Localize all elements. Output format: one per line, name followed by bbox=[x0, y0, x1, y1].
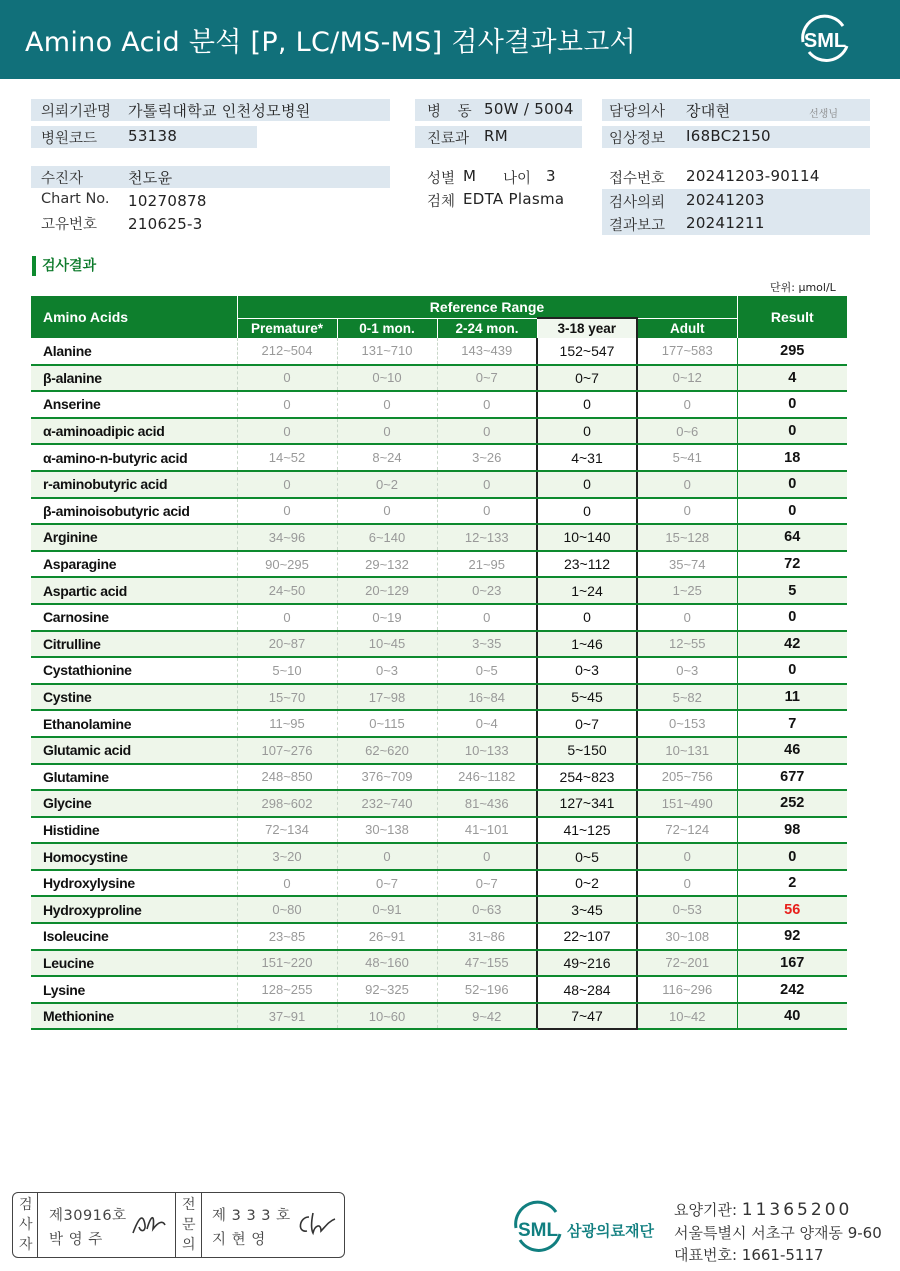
table-row bbox=[31, 950, 847, 977]
amino-acid-name: α-amino-n-butyric acid bbox=[31, 444, 237, 471]
result-value: 0 bbox=[737, 843, 847, 870]
reference-range-cell: 0~63 bbox=[437, 896, 537, 923]
col-header-amino-acids: Amino Acids bbox=[31, 296, 237, 338]
reference-range-cell: 48~284 bbox=[537, 976, 637, 1003]
reference-range-cell: 0 bbox=[237, 391, 337, 418]
table-row bbox=[31, 391, 847, 418]
receipt-label: 접수번호 bbox=[609, 171, 666, 187]
reference-range-cell: 0 bbox=[537, 498, 637, 525]
table-row bbox=[31, 684, 847, 711]
box1-char: 사 bbox=[19, 1217, 33, 1233]
reference-range-cell: 72~201 bbox=[637, 950, 737, 977]
reference-range-cell: 0~7 bbox=[437, 870, 537, 897]
reference-range-cell: 5~45 bbox=[537, 684, 637, 711]
section-title: 검사결과 bbox=[32, 256, 96, 276]
amino-acid-name: Glutamine bbox=[31, 764, 237, 791]
doctor-label: 담당의사 bbox=[609, 104, 666, 120]
reference-range-cell: 30~138 bbox=[337, 817, 437, 844]
reference-range-cell: 15~70 bbox=[237, 684, 337, 711]
amino-acid-name: Anserine bbox=[31, 391, 237, 418]
org-name: 삼광의료재단 bbox=[567, 1222, 654, 1240]
examiner-name: 박 영 주 bbox=[49, 1232, 103, 1248]
logo-text: SML bbox=[803, 30, 847, 52]
reference-range-cell: 29~132 bbox=[337, 551, 437, 578]
code-value: 53138 bbox=[128, 127, 178, 145]
box1-char: 검 bbox=[19, 1197, 33, 1213]
table-row bbox=[31, 657, 847, 684]
reference-range-cell: 23~85 bbox=[237, 923, 337, 950]
amino-acid-name: Homocystine bbox=[31, 843, 237, 870]
uid-label: 고유번호 bbox=[41, 217, 98, 233]
box2-char: 의 bbox=[182, 1237, 196, 1253]
examiner-signature bbox=[129, 1209, 169, 1239]
result-value: 677 bbox=[737, 764, 847, 791]
col-header-premature: Premature* bbox=[237, 318, 337, 338]
result-value: 5 bbox=[737, 577, 847, 604]
reference-range-cell: 0 bbox=[437, 498, 537, 525]
reference-range-cell: 16~84 bbox=[437, 684, 537, 711]
sex-label: 성별 bbox=[427, 171, 456, 187]
reference-range-cell: 21~95 bbox=[437, 551, 537, 578]
result-value: 11 bbox=[737, 684, 847, 711]
specialist-name: 지 현 영 bbox=[212, 1232, 266, 1248]
reference-range-cell: 9~42 bbox=[437, 1003, 537, 1030]
reference-range-cell: 0 bbox=[337, 498, 437, 525]
examiner-license: 제30916호 bbox=[49, 1208, 127, 1224]
reference-range-cell: 152~547 bbox=[537, 338, 637, 365]
reference-range-cell: 376~709 bbox=[337, 764, 437, 791]
org-address: 서울특별시 서초구 양재동 9-60 bbox=[674, 1224, 882, 1242]
amino-acid-name: β-aminoisobutyric acid bbox=[31, 498, 237, 525]
reference-range-cell: 1~24 bbox=[537, 577, 637, 604]
reference-range-cell: 0 bbox=[237, 870, 337, 897]
result-value: 46 bbox=[737, 737, 847, 764]
reference-range-cell: 143~439 bbox=[437, 338, 537, 365]
org-phone-label: 대표번호: bbox=[674, 1246, 738, 1264]
reference-range-cell: 24~50 bbox=[237, 577, 337, 604]
reference-range-cell: 177~583 bbox=[637, 338, 737, 365]
reference-range-cell: 8~24 bbox=[337, 444, 437, 471]
org-logo-icon bbox=[510, 1200, 566, 1256]
reference-range-cell: 0 bbox=[537, 391, 637, 418]
result-value: 252 bbox=[737, 790, 847, 817]
reference-range-cell: 0 bbox=[637, 870, 737, 897]
reference-range-cell: 0~80 bbox=[237, 896, 337, 923]
reference-range-cell: 0 bbox=[437, 471, 537, 498]
amino-acid-name: Glutamic acid bbox=[31, 737, 237, 764]
reference-range-cell: 0 bbox=[237, 418, 337, 445]
reference-range-cell: 5~150 bbox=[537, 737, 637, 764]
result-value: 242 bbox=[737, 976, 847, 1003]
amino-acid-name: Isoleucine bbox=[31, 923, 237, 950]
amino-acid-name: Aspartic acid bbox=[31, 577, 237, 604]
reference-range-cell: 92~325 bbox=[337, 976, 437, 1003]
clinical-value: I68BC2150 bbox=[686, 127, 771, 145]
reference-range-cell: 1~25 bbox=[637, 577, 737, 604]
amino-acid-name: r-aminobutyric acid bbox=[31, 471, 237, 498]
reference-range-cell: 72~134 bbox=[237, 817, 337, 844]
receipt-value: 20241203-90114 bbox=[686, 167, 820, 185]
reference-range-cell: 0~19 bbox=[337, 604, 437, 631]
org-code-label: 요양기관: bbox=[674, 1201, 738, 1219]
reference-range-cell: 0 bbox=[237, 498, 337, 525]
result-value: 0 bbox=[737, 498, 847, 525]
reference-range-cell: 30~108 bbox=[637, 923, 737, 950]
reference-range-cell: 23~112 bbox=[537, 551, 637, 578]
reference-range-cell: 6~140 bbox=[337, 524, 437, 551]
result-value: 0 bbox=[737, 657, 847, 684]
table-row bbox=[31, 498, 847, 525]
amino-acid-name: Cystine bbox=[31, 684, 237, 711]
table-row bbox=[31, 444, 847, 471]
result-value: 4 bbox=[737, 365, 847, 392]
reference-range-cell: 0 bbox=[337, 418, 437, 445]
reference-range-cell: 47~155 bbox=[437, 950, 537, 977]
request-value: 20241203 bbox=[686, 191, 765, 209]
reference-range-cell: 72~124 bbox=[637, 817, 737, 844]
reference-range-cell: 151~490 bbox=[637, 790, 737, 817]
signature-box bbox=[12, 1192, 345, 1258]
box2-char: 문 bbox=[182, 1217, 196, 1233]
reference-range-cell: 212~504 bbox=[237, 338, 337, 365]
reference-range-cell: 131~710 bbox=[337, 338, 437, 365]
reference-range-cell: 3~35 bbox=[437, 631, 537, 658]
sml-logo-icon bbox=[795, 12, 855, 66]
result-value: 98 bbox=[737, 817, 847, 844]
reference-range-cell: 0 bbox=[237, 604, 337, 631]
reference-range-cell: 0~7 bbox=[337, 870, 437, 897]
reference-range-cell: 52~196 bbox=[437, 976, 537, 1003]
amino-acid-name: Alanine bbox=[31, 338, 237, 365]
reference-range-cell: 1~46 bbox=[537, 631, 637, 658]
reference-range-cell: 0~5 bbox=[537, 843, 637, 870]
reference-range-cell: 0 bbox=[437, 418, 537, 445]
reference-range-cell: 0 bbox=[337, 843, 437, 870]
table-row bbox=[31, 790, 847, 817]
reference-range-cell: 0~2 bbox=[537, 870, 637, 897]
reference-range-cell: 0 bbox=[437, 604, 537, 631]
reference-range-cell: 0~5 bbox=[437, 657, 537, 684]
reference-range-cell: 49~216 bbox=[537, 950, 637, 977]
reference-range-cell: 127~341 bbox=[537, 790, 637, 817]
table-row bbox=[31, 418, 847, 445]
reference-range-cell: 232~740 bbox=[337, 790, 437, 817]
reference-range-cell: 5~10 bbox=[237, 657, 337, 684]
divider bbox=[175, 1193, 176, 1257]
ward-label: 병 동 bbox=[427, 104, 478, 120]
reference-range-cell: 81~436 bbox=[437, 790, 537, 817]
reference-range-cell: 0~12 bbox=[637, 365, 737, 392]
reference-range-cell: 0~23 bbox=[437, 577, 537, 604]
reference-range-cell: 10~140 bbox=[537, 524, 637, 551]
amino-acid-name: Lysine bbox=[31, 976, 237, 1003]
org-logo-text: SML bbox=[517, 1220, 559, 1241]
result-value: 167 bbox=[737, 950, 847, 977]
table-row bbox=[31, 923, 847, 950]
col-header-reference-range: Reference Range bbox=[237, 296, 737, 318]
reference-range-cell: 35~74 bbox=[637, 551, 737, 578]
chart-label: Chart No. bbox=[41, 191, 110, 207]
reference-range-cell: 90~295 bbox=[237, 551, 337, 578]
reference-range-cell: 3~45 bbox=[537, 896, 637, 923]
box1-char: 자 bbox=[19, 1237, 33, 1253]
divider bbox=[37, 1193, 38, 1257]
chart-value: 10270878 bbox=[128, 192, 207, 210]
code-label: 병원코드 bbox=[41, 131, 98, 147]
report-label: 결과보고 bbox=[609, 218, 666, 234]
hospital-label: 의뢰기관명 bbox=[41, 104, 112, 120]
amino-acid-name: Hydroxyproline bbox=[31, 896, 237, 923]
reference-range-cell: 15~128 bbox=[637, 524, 737, 551]
reference-range-cell: 31~86 bbox=[437, 923, 537, 950]
divider bbox=[201, 1193, 202, 1257]
amino-acid-name: β-alanine bbox=[31, 365, 237, 392]
amino-acid-name: Hydroxylysine bbox=[31, 870, 237, 897]
result-value: 56 bbox=[737, 896, 847, 923]
reference-range-cell: 62~620 bbox=[337, 737, 437, 764]
result-value: 64 bbox=[737, 524, 847, 551]
reference-range-cell: 0 bbox=[637, 604, 737, 631]
reference-range-cell: 0 bbox=[237, 471, 337, 498]
report-title: Amino Acid 분석 [P, LC/MS-MS] 검사결과보고서 bbox=[25, 27, 637, 58]
reference-range-cell: 0~4 bbox=[437, 710, 537, 737]
reference-range-cell: 41~125 bbox=[537, 817, 637, 844]
dept-label: 진료과 bbox=[427, 131, 470, 147]
reference-range-cell: 0~3 bbox=[537, 657, 637, 684]
result-value: 92 bbox=[737, 923, 847, 950]
reference-range-cell: 7~47 bbox=[537, 1003, 637, 1030]
reference-range-cell: 10~45 bbox=[337, 631, 437, 658]
reference-range-cell: 248~850 bbox=[237, 764, 337, 791]
reference-range-cell: 0 bbox=[637, 498, 737, 525]
unit-label: 단위: μmol/L bbox=[770, 281, 836, 294]
reference-range-cell: 128~255 bbox=[237, 976, 337, 1003]
amino-acid-name: α-aminoadipic acid bbox=[31, 418, 237, 445]
reference-range-cell: 10~133 bbox=[437, 737, 537, 764]
result-value: 72 bbox=[737, 551, 847, 578]
result-value: 18 bbox=[737, 444, 847, 471]
col-header-adult: Adult bbox=[637, 318, 737, 338]
specimen-value: EDTA Plasma bbox=[463, 190, 565, 208]
patient-label: 수진자 bbox=[41, 171, 84, 187]
age-label: 나이 bbox=[503, 171, 532, 187]
dept-value: RM bbox=[484, 127, 508, 145]
table-row bbox=[31, 896, 847, 923]
table-row bbox=[31, 551, 847, 578]
reference-range-cell: 4~31 bbox=[537, 444, 637, 471]
col-header-3-18-year: 3-18 year bbox=[537, 318, 637, 338]
reference-range-cell: 48~160 bbox=[337, 950, 437, 977]
amino-acid-name: Carnosine bbox=[31, 604, 237, 631]
reference-range-cell: 0~6 bbox=[637, 418, 737, 445]
table-row bbox=[31, 577, 847, 604]
info-bar bbox=[31, 166, 390, 188]
reference-range-cell: 22~107 bbox=[537, 923, 637, 950]
reference-range-cell: 0 bbox=[537, 471, 637, 498]
reference-range-cell: 0 bbox=[537, 418, 637, 445]
results-body bbox=[31, 338, 847, 1029]
table-row bbox=[31, 764, 847, 791]
table-row bbox=[31, 870, 847, 897]
doctor-suffix: 선생님 bbox=[809, 109, 838, 120]
results-table bbox=[31, 296, 847, 1030]
reference-range-cell: 0~10 bbox=[337, 365, 437, 392]
amino-acid-name: Histidine bbox=[31, 817, 237, 844]
org-code bbox=[674, 1199, 852, 1220]
reference-range-cell: 107~276 bbox=[237, 737, 337, 764]
reference-range-cell: 0 bbox=[437, 391, 537, 418]
table-row bbox=[31, 524, 847, 551]
box2-char: 전 bbox=[182, 1197, 196, 1213]
result-value: 0 bbox=[737, 418, 847, 445]
table-row bbox=[31, 604, 847, 631]
result-value: 7 bbox=[737, 710, 847, 737]
result-value: 40 bbox=[737, 1003, 847, 1030]
table-row bbox=[31, 365, 847, 392]
result-value: 42 bbox=[737, 631, 847, 658]
amino-acid-name: Methionine bbox=[31, 1003, 237, 1030]
table-row bbox=[31, 1003, 847, 1030]
amino-acid-name: Leucine bbox=[31, 950, 237, 977]
doctor-value: 장대현 bbox=[686, 102, 731, 120]
reference-range-cell: 0 bbox=[537, 604, 637, 631]
reference-range-cell: 0 bbox=[237, 365, 337, 392]
table-row bbox=[31, 631, 847, 658]
reference-range-cell: 0~53 bbox=[637, 896, 737, 923]
result-value: 0 bbox=[737, 604, 847, 631]
reference-range-cell: 205~756 bbox=[637, 764, 737, 791]
specialist-license: 제 3 3 3 호 bbox=[212, 1208, 291, 1224]
reference-range-cell: 0 bbox=[637, 391, 737, 418]
reference-range-cell: 0 bbox=[337, 391, 437, 418]
reference-range-cell: 3~26 bbox=[437, 444, 537, 471]
org-code-value: 11365200 bbox=[741, 1200, 853, 1220]
reference-range-cell: 12~133 bbox=[437, 524, 537, 551]
clinical-label: 임상정보 bbox=[609, 131, 666, 147]
table-row bbox=[31, 817, 847, 844]
reference-range-cell: 3~20 bbox=[237, 843, 337, 870]
amino-acid-name: Cystathionine bbox=[31, 657, 237, 684]
hospital-value: 가톨릭대학교 인천성모병원 bbox=[128, 102, 311, 120]
org-phone-value: 1661-5117 bbox=[741, 1246, 824, 1264]
reference-range-cell: 14~52 bbox=[237, 444, 337, 471]
reference-range-cell: 10~131 bbox=[637, 737, 737, 764]
col-header-2-24-mon: 2-24 mon. bbox=[437, 318, 537, 338]
amino-acid-name: Ethanolamine bbox=[31, 710, 237, 737]
reference-range-cell: 34~96 bbox=[237, 524, 337, 551]
reference-range-cell: 151~220 bbox=[237, 950, 337, 977]
org-phone bbox=[674, 1244, 824, 1265]
col-header-result: Result bbox=[737, 296, 847, 338]
reference-range-cell: 41~101 bbox=[437, 817, 537, 844]
reference-range-cell: 0~7 bbox=[437, 365, 537, 392]
reference-range-cell: 0 bbox=[637, 471, 737, 498]
reference-range-cell: 12~55 bbox=[637, 631, 737, 658]
age-value: 3 bbox=[546, 167, 556, 185]
reference-range-cell: 10~60 bbox=[337, 1003, 437, 1030]
table-row bbox=[31, 338, 847, 365]
reference-range-cell: 10~42 bbox=[637, 1003, 737, 1030]
amino-acid-name: Asparagine bbox=[31, 551, 237, 578]
reference-range-cell: 0~3 bbox=[637, 657, 737, 684]
reference-range-cell: 0~3 bbox=[337, 657, 437, 684]
reference-range-cell: 26~91 bbox=[337, 923, 437, 950]
reference-range-cell: 246~1182 bbox=[437, 764, 537, 791]
patient-value: 천도윤 bbox=[128, 169, 173, 187]
reference-range-cell: 0~2 bbox=[337, 471, 437, 498]
result-value: 2 bbox=[737, 870, 847, 897]
reference-range-cell: 11~95 bbox=[237, 710, 337, 737]
ward-value: 50W / 5004 bbox=[484, 100, 574, 118]
reference-range-cell: 17~98 bbox=[337, 684, 437, 711]
reference-range-cell: 0~115 bbox=[337, 710, 437, 737]
specialist-signature bbox=[293, 1209, 339, 1239]
table-row bbox=[31, 710, 847, 737]
reference-range-cell: 20~129 bbox=[337, 577, 437, 604]
reference-range-cell: 254~823 bbox=[537, 764, 637, 791]
reference-range-cell: 5~82 bbox=[637, 684, 737, 711]
report-value: 20241211 bbox=[686, 214, 765, 232]
reference-range-cell: 298~602 bbox=[237, 790, 337, 817]
result-value: 0 bbox=[737, 391, 847, 418]
reference-range-cell: 0~153 bbox=[637, 710, 737, 737]
reference-range-cell: 116~296 bbox=[637, 976, 737, 1003]
table-row bbox=[31, 737, 847, 764]
uid-value: 210625-3 bbox=[128, 215, 203, 233]
sex-value: M bbox=[463, 167, 477, 185]
reference-range-cell: 0~91 bbox=[337, 896, 437, 923]
reference-range-cell: 0~7 bbox=[537, 365, 637, 392]
table-row bbox=[31, 976, 847, 1003]
result-value: 0 bbox=[737, 471, 847, 498]
reference-range-cell: 37~91 bbox=[237, 1003, 337, 1030]
request-label: 검사의뢰 bbox=[609, 195, 666, 211]
reference-range-cell: 5~41 bbox=[637, 444, 737, 471]
col-header-0-1-mon: 0-1 mon. bbox=[337, 318, 437, 338]
amino-acid-name: Arginine bbox=[31, 524, 237, 551]
amino-acid-name: Citrulline bbox=[31, 631, 237, 658]
result-value: 295 bbox=[737, 338, 847, 365]
specimen-label: 검체 bbox=[427, 194, 456, 210]
reference-range-cell: 0~7 bbox=[537, 710, 637, 737]
table-row bbox=[31, 843, 847, 870]
table-row bbox=[31, 471, 847, 498]
reference-range-cell: 0 bbox=[437, 843, 537, 870]
reference-range-cell: 20~87 bbox=[237, 631, 337, 658]
report-header bbox=[0, 0, 900, 79]
amino-acid-name: Glycine bbox=[31, 790, 237, 817]
reference-range-cell: 0 bbox=[637, 843, 737, 870]
